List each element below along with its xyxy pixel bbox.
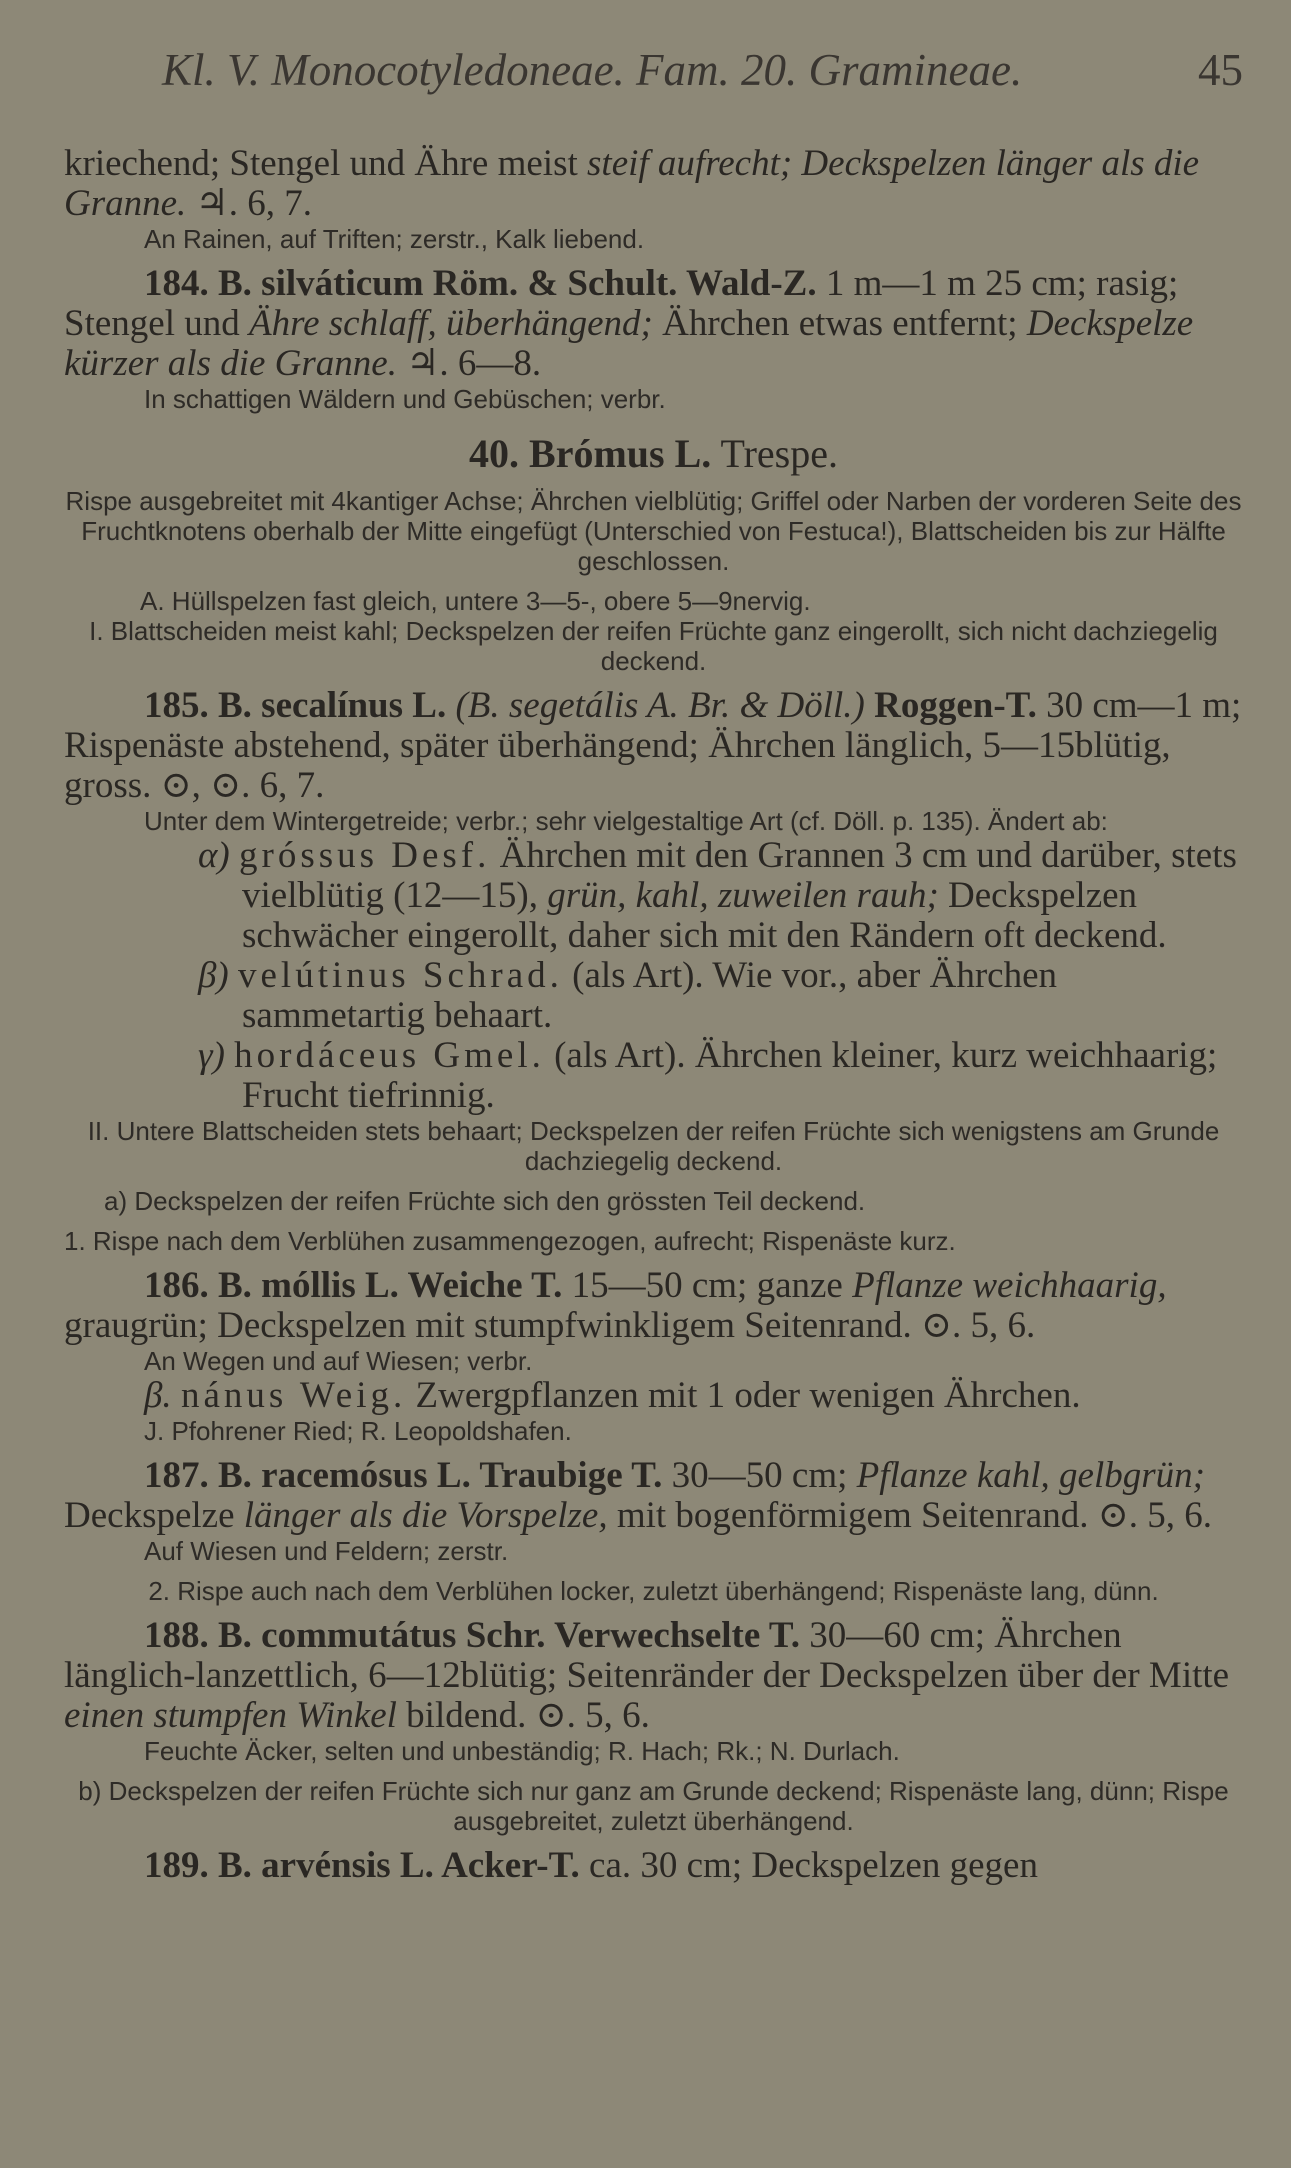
- genus-heading: 40. Brómus L. Trespe.: [469, 431, 838, 476]
- key-i: I. Blattscheiden meist kahl; Deckspelzen der reifen Früchte ganz eingerollt, sich nicht dachziegelig deckend.: [89, 616, 1218, 676]
- key-ii: II. Untere Blattscheiden stets behaart; Deckspelzen der reifen Früchte sich wenigstens am Grunde dachziegelig deckend.: [87, 1116, 1220, 1176]
- species-186: 186. B. móllis L. Weiche T. 15—50 cm; ganze Pflanze weichhaarig, graugrün; Deckspelzen mit stumpfwinkligem Seitenrand. ⊙. 5, 6.: [64, 1265, 1167, 1346]
- genus-description: Rispe ausgebreitet mit 4kantiger Achse; Ährchen vielblütig; Griffel oder Narben der vorderen Seite des Fruchtknotens oberhalb der Mitte eingefügt (Unterschied von Festuca!), Blattscheiden bis zur Hälfte geschlossen.: [65, 486, 1242, 576]
- habitat-186-variety: J. Pfohrener Ried; R. Leopoldshafen.: [144, 1416, 572, 1446]
- species-188: 188. B. commutátus Schr. Verwechselte T. 30—60 cm; Ährchen länglich-lanzettlich, 6—12blütig; Seitenränder der Deckspelzen über der Mitte einen stumpfen Winkel bildend. ⊙. 5, 6.: [64, 1615, 1230, 1736]
- header-title: Kl. V. Monocotyledoneae. Fam. 20. Gramineae.: [162, 45, 1023, 95]
- species-189: 189. B. arvénsis L. Acker-T. ca. 30 cm; Deckspelzen gegen: [144, 1845, 1038, 1886]
- habitat-184: In schattigen Wäldern und Gebüschen; verbr.: [144, 384, 666, 414]
- species-185: 185. B. secalínus L. (B. segetális A. Br. & Döll.) Roggen-T. 30 cm—1 m; Rispenäste abstehend, später überhängend; Ährchen länglich, 5—15blütig, gross. ⊙, ⊙. 6, 7.: [64, 685, 1242, 806]
- species-183-continuation: kriechend; Stengel und Ähre meist steif aufrecht; Deckspelzen länger als die Granne. ♃. 6, 7.: [64, 143, 1200, 224]
- key-small-b: b) Deckspelzen der reifen Früchte sich nur ganz am Grunde deckend; Rispenäste lang, dünn; Rispe ausgebreitet, zuletzt überhängend.: [78, 1776, 1229, 1836]
- variety-beta: β) velútinus Schrad. (als Art). Wie vor., aber Ährchen sammetartig behaart.: [198, 955, 1057, 1036]
- habitat-183: An Rainen, auf Triften; zerstr., Kalk liebend.: [144, 224, 645, 254]
- habitat-185: Unter dem Wintergetreide; verbr.; sehr vielgestaltige Art (cf. Döll. p. 135). Ändert ab:: [144, 806, 1108, 836]
- key-1: 1. Rispe nach dem Verblühen zusammengezogen, aufrecht; Rispenäste kurz.: [64, 1226, 956, 1256]
- habitat-187: Auf Wiesen und Feldern; zerstr.: [144, 1536, 509, 1566]
- species-186-variety: β. nánus Weig. Zwergpflanzen mit 1 oder wenigen Ährchen.: [144, 1375, 1081, 1416]
- species-184: 184. B. silváticum Röm. & Schult. Wald-Z. 1 m—1 m 25 cm; rasig; Stengel und Ähre schlaff, überhängend; Ährchen etwas entfernt; Deckspelze kürzer als die Granne. ♃. 6—8.: [64, 263, 1194, 384]
- running-header: [162, 44, 1243, 96]
- species-187: 187. B. racemósus L. Traubige T. 30—50 cm; Pflanze kahl, gelbgrün; Deckspelze länger als die Vorspelze, mit bogenförmigem Seitenrand. ⊙. 5, 6.: [64, 1455, 1212, 1536]
- key-small-a: a) Deckspelzen der reifen Früchte sich den grössten Teil deckend.: [104, 1186, 866, 1216]
- page-number: 45: [1198, 45, 1243, 95]
- variety-gamma: γ) hordáceus Gmel. (als Art). Ährchen kleiner, kurz weichhaarig; Frucht tiefrinnig.: [198, 1035, 1218, 1116]
- key-a: A. Hüllspelzen fast gleich, untere 3—5-, obere 5—9nervig.: [140, 586, 811, 616]
- variety-alpha: α) gróssus Desf. Ährchen mit den Grannen 3 cm und darüber, stets vielblütig (12—15), grün, kahl, zuweilen rauh; Deckspelzen schwächer eingerollt, daher sich mit den Rändern oft deckend.: [198, 835, 1237, 956]
- habitat-188: Feuchte Äcker, selten und unbeständig; R. Hach; Rk.; N. Durlach.: [144, 1736, 900, 1766]
- key-2: 2. Rispe auch nach dem Verblühen locker, zuletzt überhängend; Rispenäste lang, dünn.: [148, 1576, 1159, 1606]
- habitat-186: An Wegen und auf Wiesen; verbr.: [144, 1346, 533, 1376]
